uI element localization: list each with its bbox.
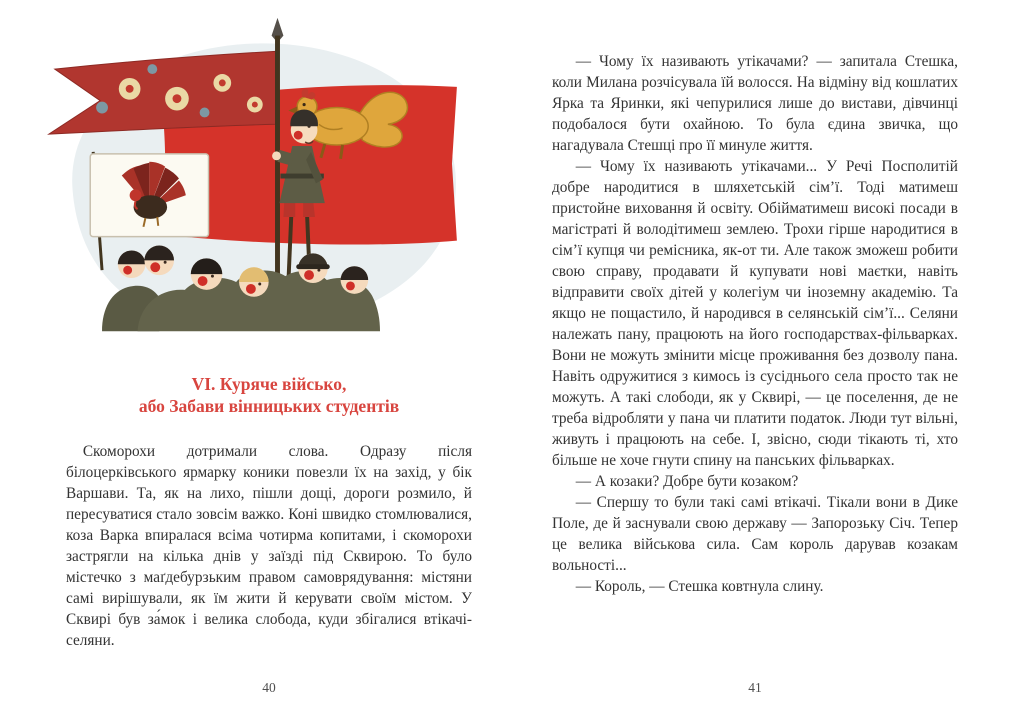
page-number-left: 40 xyxy=(262,680,276,695)
paragraph: — Король, — Стешка ковтнула слину. xyxy=(575,578,824,595)
paragraph: — Спершу то були такі самі втікачі. Тікали вони в Дике Поле, де й заснували свою державу — Запорозьку Січ. Тепер це велика військова сила. Сам король дарував козакам вольності... xyxy=(552,494,958,574)
chapter-title-line2: або Забави вінницьких студентів xyxy=(138,396,400,416)
paragraph: — Чому їх називають утікачами? — запитала Стешка, коли Милана розчісувала їй волосся. На відміну від кошлатих Ярка та Яринки, які чепурилися лише до вистави, дівчинці подобалося бути охайною. То була єдина звичка, що нагадувала Стешці про її минуле життя. xyxy=(552,53,958,154)
page-number-right: 41 xyxy=(748,680,762,695)
paragraph: Скоморохи дотримали слова. Одразу після білоцерківського ярмарку коники повезли їх на захід, у бік Варшави. Та, як на лихо, пішли дощі, дороги розмило, й пересуватися стало зовсім важко. Коні швидко стомлювалися, коза Варка впиралася всіма чотирма копитами, і скоморохи застрягли на кілька днів у заїзді під Сквирою. То було містечко з маґдебурзьким правом самоврядування: містяни самі вирішували, як їм жити й керувати своїм містом. У Сквирі був за́мок і велика слобода, куди збігалися втікачі-селяни. xyxy=(66,443,472,649)
paragraph: — Чому їх називають утікачами... У Речі Посполитій добре народитися в шляхетській сім’ї. Тоді матимеш пристойне виховання й освіту. Обійматимеш високі посади в магістраті й володітимеш землею. Трохи гірше народитися в сім’ї купця чи ремісника, як-от ти. Але також зможеш робити свою справу, продавати й купувати нові маєтки, навіть відправити своїх дітей у колегіум чи іноземну академію. Та якщо не пощастило, й народився в селянській сім’ї... Селяни належать пану, працюють на його господарствах-фільварках. Вони не можуть змінити місце проживання без дозволу пана. Навіть одружитися з кимось із сусіднього села просто так не можуть. А такі слободи, як у Сквирі, — це поселення, де не треба відробляти у пана чи платити податок. Люди тут вільні, живуть і працюють на себе. І, звісно, сюди тікають ті, хто більше не хоче гнути спину на панських фільварках. xyxy=(552,158,958,469)
chapter-illustration xyxy=(8,6,478,351)
paragraph: — А козаки? Добре бути козаком? xyxy=(575,473,799,490)
right-page-text xyxy=(552,51,958,597)
chapter-title-line1: VI. Куряче військо, xyxy=(191,374,347,394)
chapter-title xyxy=(66,373,472,417)
left-page-text xyxy=(66,441,472,651)
patterned-pennant-icon xyxy=(49,51,276,134)
